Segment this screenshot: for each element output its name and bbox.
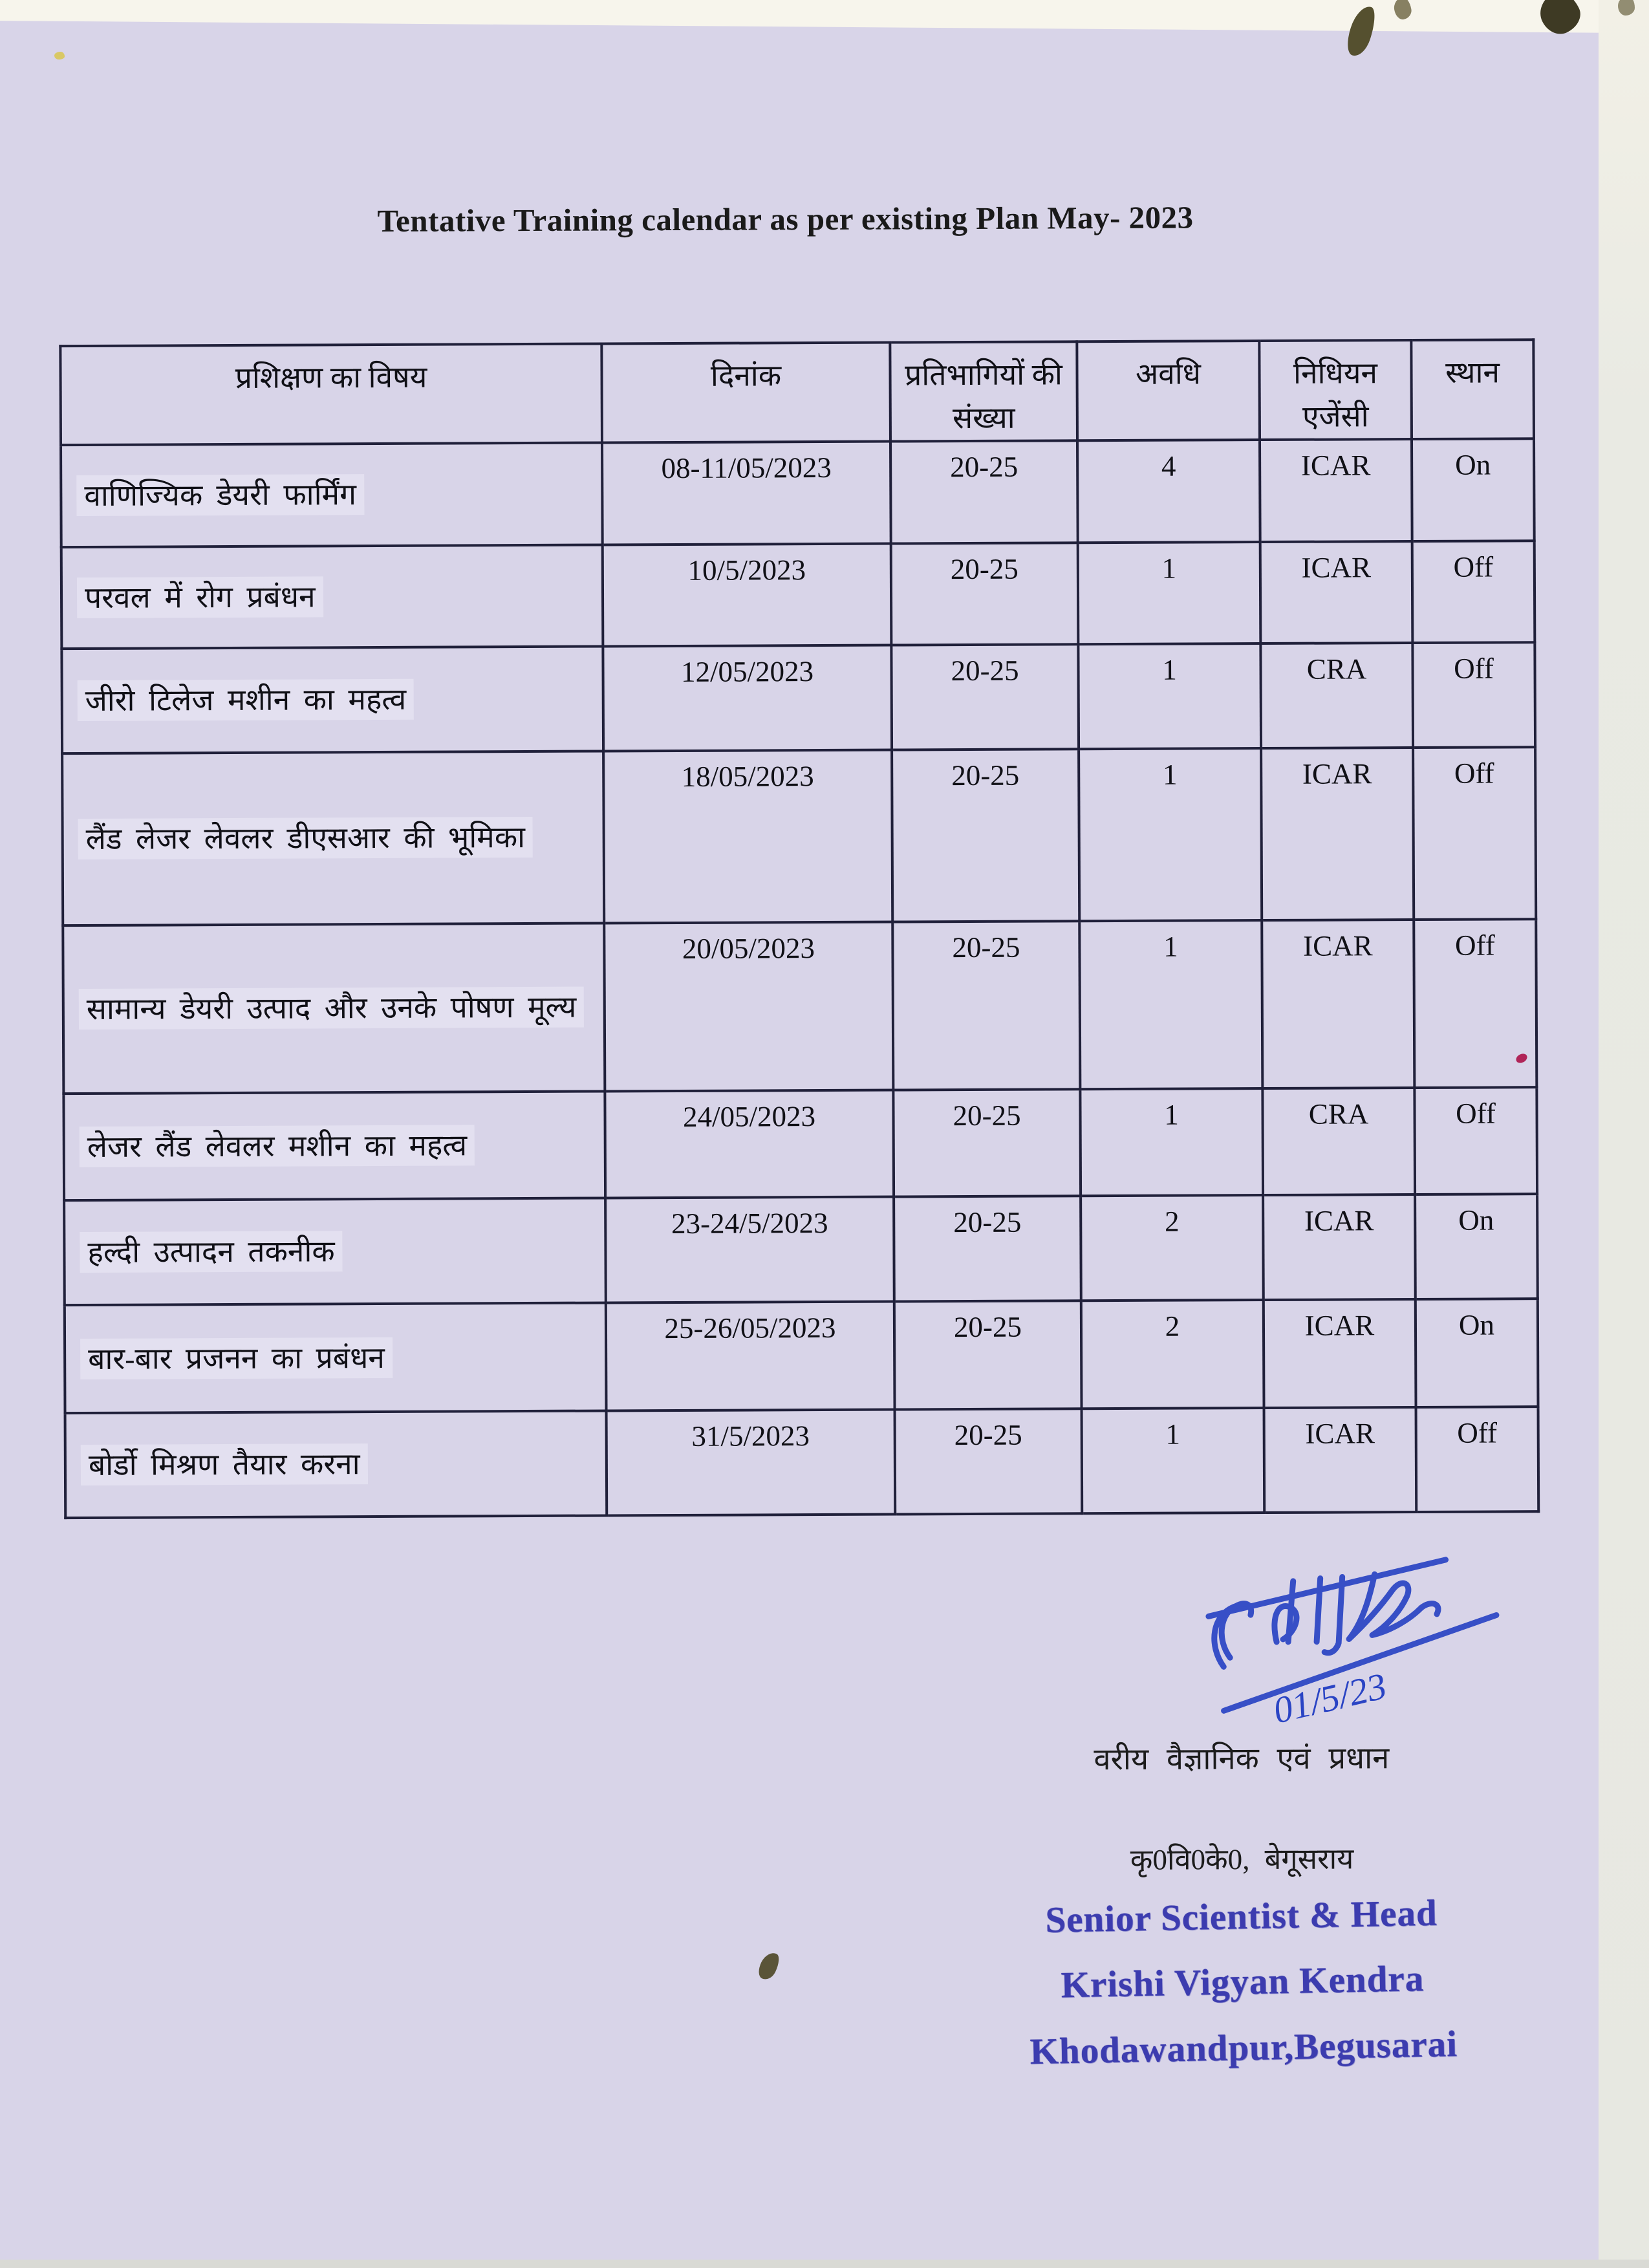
cell-venue: Off — [1412, 541, 1535, 643]
table-row — [61, 642, 1535, 753]
cell-subject: सामान्य डेयरी उत्पाद और उनके पोषण मूल्य — [63, 923, 605, 1094]
cell-duration: 2 — [1081, 1195, 1264, 1301]
cell-agency: CRA — [1260, 643, 1413, 748]
header-date: दिनांक — [601, 343, 890, 443]
header-agency: निधियन एजेंसी — [1259, 340, 1412, 440]
table-row — [62, 747, 1536, 925]
cell-agency: ICAR — [1262, 920, 1414, 1088]
cell-participants: 20-25 — [895, 1409, 1083, 1514]
cell-venue: Off — [1414, 919, 1536, 1088]
cell-date: 25-26/05/2023 — [606, 1302, 895, 1411]
table-row — [64, 1194, 1538, 1305]
cell-date: 10/5/2023 — [603, 543, 892, 646]
cell-date: 08-11/05/2023 — [602, 442, 891, 545]
cell-participants: 20-25 — [893, 1089, 1081, 1196]
table-row — [63, 919, 1536, 1094]
cell-duration: 1 — [1079, 748, 1262, 921]
header-duration: अवधि — [1077, 341, 1260, 441]
cell-duration: 4 — [1077, 440, 1260, 543]
paper-speck — [54, 52, 65, 59]
cell-subject: जीरो टिलेज मशीन का महत्व — [61, 647, 603, 754]
cell-subject: हल्दी उत्पादन तकनीक — [64, 1198, 606, 1306]
cell-participants: 20-25 — [894, 1301, 1082, 1409]
cell-venue: Off — [1414, 1087, 1537, 1194]
cell-subject: परवल में रोग प्रबंधन — [61, 545, 603, 649]
stamp-line-designation: Senior Scientist & Head — [1044, 1892, 1438, 1941]
cell-participants: 20-25 — [890, 441, 1078, 544]
cell-agency: ICAR — [1260, 541, 1413, 643]
cell-date: 24/05/2023 — [605, 1090, 894, 1198]
table-row — [61, 439, 1535, 547]
cell-subject: लेजर लैंड लेवलर मशीन का महत्व — [63, 1092, 605, 1201]
scanner-edge-bottom — [0, 2260, 1649, 2268]
designation-line: वरीय वैज्ञानिक एवं प्रधान — [1094, 1742, 1390, 1777]
stamp-line-location: Khodawandpur,Begusarai — [1029, 2024, 1458, 2073]
training-calendar-table — [59, 338, 1540, 1519]
cell-agency: ICAR — [1260, 439, 1412, 541]
cell-subject: लैंड लेजर लेवलर डीएसआर की भूमिका — [62, 751, 604, 926]
signature-date: 01/5/23 — [1269, 1664, 1391, 1732]
header-venue: स्थान — [1411, 340, 1534, 439]
organization-line: कृ0वि0के0, बेगूसराय — [1130, 1842, 1354, 1876]
cell-participants: 20-25 — [892, 749, 1079, 922]
cell-date: 23-24/5/2023 — [605, 1197, 894, 1303]
cell-subject: बार-बार प्रजनन का प्रबंधन — [65, 1303, 607, 1414]
pen-stroke — [1349, 1574, 1421, 1639]
cell-agency: ICAR — [1264, 1299, 1416, 1408]
cell-agency: ICAR — [1263, 1194, 1416, 1300]
cell-date: 12/05/2023 — [603, 645, 892, 751]
cell-date: 18/05/2023 — [603, 750, 892, 923]
office-stamp — [1015, 1880, 1471, 2085]
table-header-row — [60, 340, 1534, 445]
cell-subject: वाणिज्यिक डेयरी फार्मिंग — [61, 443, 603, 547]
cell-venue: Off — [1413, 747, 1536, 920]
cell-venue: Off — [1416, 1407, 1539, 1512]
cell-venue: On — [1416, 1299, 1538, 1407]
cell-duration: 1 — [1078, 542, 1261, 645]
cell-agency: ICAR — [1264, 1407, 1417, 1513]
cell-venue: Off — [1412, 642, 1535, 748]
table-row — [65, 1299, 1538, 1413]
cell-venue: On — [1412, 439, 1535, 541]
pen-stroke — [1421, 1604, 1438, 1614]
cell-duration: 1 — [1079, 920, 1262, 1089]
header-subject: प्रशिक्षण का विषय — [60, 343, 602, 445]
scanner-edge-right — [1599, 0, 1649, 2268]
cell-agency: ICAR — [1261, 748, 1414, 920]
stamp-line-org: Krishi Vigyan Kendra — [1061, 1958, 1425, 2006]
table-row — [63, 1087, 1537, 1200]
cell-duration: 1 — [1078, 643, 1261, 749]
header-participants: प्रतिभागियों की संख्या — [890, 341, 1077, 442]
table-row — [61, 541, 1535, 649]
cell-venue: On — [1415, 1194, 1538, 1299]
cell-date: 31/5/2023 — [607, 1410, 896, 1516]
cell-agency: CRA — [1262, 1088, 1415, 1195]
cell-duration: 1 — [1080, 1088, 1263, 1196]
cell-participants: 20-25 — [891, 644, 1079, 750]
cell-participants: 20-25 — [894, 1196, 1081, 1301]
signature-handwriting — [1153, 1542, 1542, 1764]
cell-date: 20/05/2023 — [604, 922, 893, 1092]
table-row — [65, 1407, 1539, 1518]
cell-subject: बोर्डो मिश्रण तैयार करना — [65, 1411, 607, 1518]
cell-participants: 20-25 — [891, 543, 1079, 645]
page-title: Tentative Training calendar as per existing Plan May- 2023 — [377, 199, 1194, 239]
cell-duration: 2 — [1081, 1300, 1264, 1409]
cell-participants: 20-25 — [892, 921, 1080, 1090]
cell-duration: 1 — [1082, 1408, 1265, 1513]
pen-stroke — [1317, 1579, 1320, 1642]
